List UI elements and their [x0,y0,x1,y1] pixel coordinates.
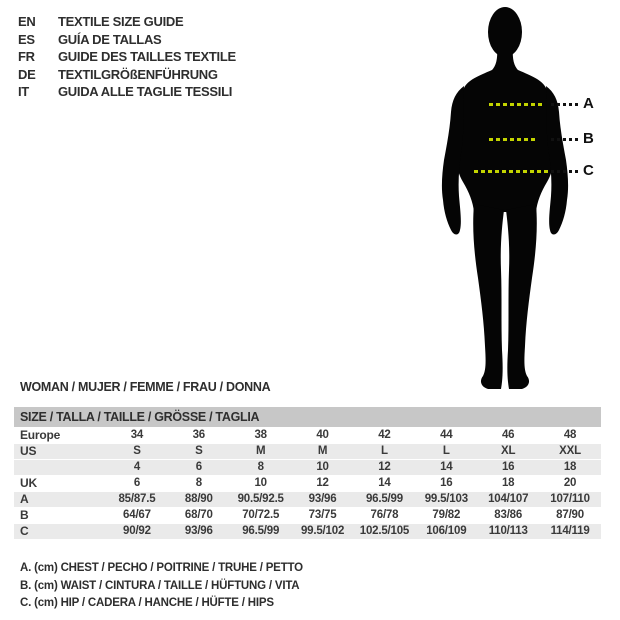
gender-heading: WOMAN / MUJER / FEMME / FRAU / DONNA [20,380,271,394]
cell: 10 [254,477,267,489]
chest-line-on-body [489,103,545,106]
cell: 93/96 [308,493,337,505]
cell: 76/78 [370,509,399,521]
hip-line-on-body [474,170,548,173]
cell: 87/90 [556,509,584,521]
marker-label-a: A [583,95,594,112]
cell: 102.5/105 [359,525,410,537]
lang-code: FR [18,49,35,65]
cell: 20 [563,477,577,489]
lang-row-fr [18,48,236,66]
row-label: UK [20,476,37,490]
cell: 107/110 [550,493,590,505]
cell: 42 [378,429,391,441]
size-table [14,407,601,539]
row-label: B [20,508,29,522]
cell: 99.5/103 [424,493,468,505]
lang-code: ES [18,31,35,47]
table-row-europe [14,427,601,443]
cell: 99.5/102 [300,525,345,537]
cell: 10 [316,461,329,473]
cell: 18 [563,461,577,473]
marker-label-c: C [583,162,594,179]
lang-title: GUIDA ALLE TAGLIE TESSILI [58,84,233,100]
cell: 46 [501,429,515,441]
table-row-uk [14,475,601,491]
row-label: US [20,444,37,458]
cell: 4 [133,461,141,473]
lang-row-es [18,31,236,49]
cell: XL [501,445,516,457]
cell: 38 [254,429,267,441]
measurement-figure [428,0,620,400]
cell: 70/72.5 [242,509,280,521]
cell: 14 [440,461,453,473]
table-row-waist-b [14,507,601,523]
cell: 90/92 [123,525,151,537]
table-row-chest-a [14,491,601,507]
lang-row-it [18,83,236,101]
cell: 104/107 [488,493,529,505]
chest-line-leader [551,103,579,106]
cell: 73/75 [308,509,337,521]
cell: 96.5/99 [242,525,280,537]
table-row-us-numeric [14,459,601,475]
cell: 40 [316,429,329,441]
lang-row-de [18,66,236,84]
cell: 8 [195,477,202,489]
size-table-header: SIZE / TALLA / TAILLE / GRÖSSE / TAGLIA [14,407,601,427]
woman-silhouette-icon [428,0,620,400]
legend-hip: C. (cm) HIP / CADERA / HANCHE / HÜFTE / HIPS [20,597,274,610]
cell: 36 [192,429,206,441]
cell: 114/119 [550,525,590,537]
cell: 90.5/92.5 [237,493,284,505]
lang-code: IT [18,84,29,100]
cell: S [133,445,141,457]
cell: 14 [378,477,391,489]
cell: 16 [440,477,453,489]
table-row-us-letter [14,443,601,459]
cell: 88/90 [184,493,213,505]
waist-line-on-body [489,138,535,141]
cell: 12 [316,477,329,489]
table-row-hip-c [14,523,601,539]
cell: 18 [501,477,515,489]
language-title-list [18,13,236,101]
cell: 110/113 [488,525,528,537]
lang-code: DE [18,66,36,82]
cell: 83/86 [494,509,523,521]
cell: L [442,445,450,457]
cell: 6 [195,461,202,473]
cell: 93/96 [184,525,213,537]
row-label [14,460,106,475]
row-label: A [20,492,29,506]
cell: 48 [563,429,577,441]
cell: XXL [559,445,581,457]
lang-code: EN [18,14,36,29]
cell: 64/67 [123,509,151,521]
legend-waist: B. (cm) WAIST / CINTURA / TAILLE / HÜFTUNG / VITA [20,579,300,592]
lang-title: TEXTILE SIZE GUIDE [58,14,184,29]
cell: 106/109 [426,525,467,537]
row-label: C [20,524,29,538]
cell: L [381,445,388,457]
cell: 16 [501,461,515,473]
legend-chest: A. (cm) CHEST / PECHO / POITRINE / TRUHE / PETTO [20,562,303,574]
waist-line-leader [551,138,579,141]
marker-label-b: B [583,130,594,147]
lang-title: TEXTILGRÖßENFÜHRUNG [58,66,218,82]
lang-title: GUÍA DE TALLAS [58,31,162,47]
cell: 12 [378,461,391,473]
cell: M [255,445,266,457]
row-label: Europe [20,428,61,442]
cell: 6 [133,477,141,489]
cell: 44 [440,429,453,441]
cell: 85/87.5 [118,493,156,505]
lang-row-en [18,13,236,31]
cell: 68/70 [184,509,213,521]
cell: M [317,445,328,457]
measurement-legend [20,560,303,613]
cell: 79/82 [432,509,461,521]
cell: 8 [257,461,264,473]
cell: S [195,445,203,457]
cell: 34 [130,429,144,441]
cell: 96.5/99 [365,493,403,505]
hip-line-leader [551,170,579,173]
lang-title: GUIDE DES TAILLES TEXTILE [58,49,236,65]
